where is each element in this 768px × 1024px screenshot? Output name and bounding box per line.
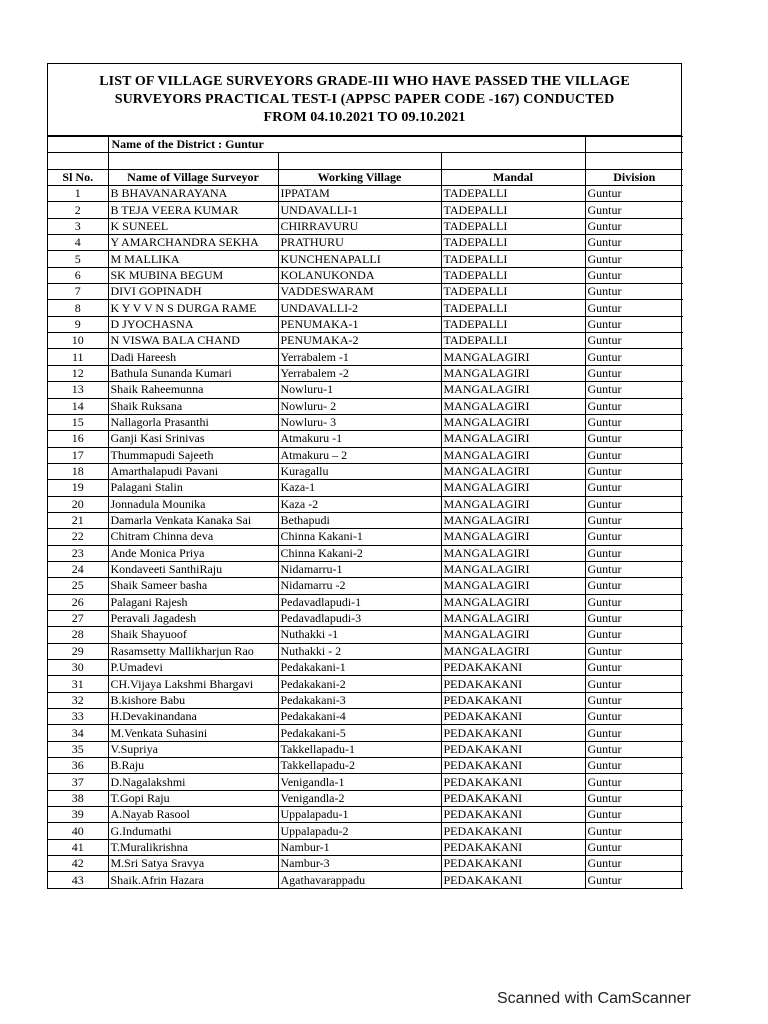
table-cell: PEDAKAKANI — [441, 676, 585, 692]
table-cell: MANGALAGIRI — [441, 610, 585, 626]
table-cell: V.Supriya — [108, 741, 278, 757]
table-cell: Bathula Sunanda Kumari — [108, 365, 278, 381]
table-cell: 25 — [48, 578, 108, 594]
table-cell: Guntur — [585, 218, 683, 234]
table-cell: 40 — [48, 823, 108, 839]
table-row — [48, 578, 683, 594]
table-row — [48, 741, 683, 757]
table-cell: Kuragallu — [278, 463, 441, 479]
table-cell: 38 — [48, 790, 108, 806]
table-cell: Bethapudi — [278, 512, 441, 528]
table-row — [48, 594, 683, 610]
table-row — [48, 512, 683, 528]
blank-row — [48, 153, 683, 169]
table-cell: Guntur — [585, 807, 683, 823]
table-row — [48, 807, 683, 823]
table-cell: MANGALAGIRI — [441, 447, 585, 463]
table-cell: Guntur — [585, 365, 683, 381]
table-cell: 28 — [48, 627, 108, 643]
table-cell: Guntur — [585, 856, 683, 872]
table-cell: IPPATAM — [278, 186, 441, 202]
table-cell: 6 — [48, 267, 108, 283]
title-line-3: FROM 04.10.2021 TO 09.10.2021 — [263, 109, 466, 125]
table-cell: 21 — [48, 512, 108, 528]
table-row — [48, 398, 683, 414]
table-cell: Uppalapadu-1 — [278, 807, 441, 823]
table-row — [48, 202, 683, 218]
table-cell: 16 — [48, 431, 108, 447]
table-cell: 15 — [48, 414, 108, 430]
table-cell: Amarthalapudi Pavani — [108, 463, 278, 479]
table-cell: Rasamsetty Mallikharjun Rao — [108, 643, 278, 659]
table-cell: Guntur — [585, 447, 683, 463]
table-cell: Nidamarru -2 — [278, 578, 441, 594]
surveyor-table — [48, 136, 683, 889]
table-row — [48, 414, 683, 430]
table-cell: Pedavadlapudi-3 — [278, 610, 441, 626]
table-cell: Nowluru-1 — [278, 382, 441, 398]
table-cell: PEDAKAKANI — [441, 856, 585, 872]
table-cell: UNDAVALLI-2 — [278, 300, 441, 316]
table-cell: Guntur — [585, 692, 683, 708]
table-cell: TADEPALLI — [441, 300, 585, 316]
table-row — [48, 496, 683, 512]
table-cell: MANGALAGIRI — [441, 496, 585, 512]
table-cell: MANGALAGIRI — [441, 594, 585, 610]
table-cell: D.Nagalakshmi — [108, 774, 278, 790]
table-cell: MANGALAGIRI — [441, 398, 585, 414]
table-row — [48, 382, 683, 398]
table-cell: 18 — [48, 463, 108, 479]
table-cell: Shaik Sameer basha — [108, 578, 278, 594]
table-cell: MANGALAGIRI — [441, 643, 585, 659]
table-cell: Guntur — [585, 251, 683, 267]
table-cell: Guntur — [585, 382, 683, 398]
table-cell: DIVI GOPINADH — [108, 284, 278, 300]
column-header: Name of Village Surveyor — [108, 169, 278, 185]
table-cell: Guntur — [585, 512, 683, 528]
table-cell: D JYOCHASNA — [108, 316, 278, 332]
table-cell: 17 — [48, 447, 108, 463]
table-cell: 26 — [48, 594, 108, 610]
table-cell: 42 — [48, 856, 108, 872]
table-cell: Guntur — [585, 431, 683, 447]
table-cell: 5 — [48, 251, 108, 267]
table-cell: 4 — [48, 235, 108, 251]
table-cell: B.Raju — [108, 758, 278, 774]
table-row — [48, 349, 683, 365]
table-cell: Guntur — [585, 774, 683, 790]
table-cell: PEDAKAKANI — [441, 709, 585, 725]
table-cell: Pedakakani-3 — [278, 692, 441, 708]
table-cell: Nowluru- 2 — [278, 398, 441, 414]
table-row — [48, 561, 683, 577]
table-cell: Guntur — [585, 578, 683, 594]
table-cell: TADEPALLI — [441, 251, 585, 267]
table-row — [48, 545, 683, 561]
table-cell: M MALLIKA — [108, 251, 278, 267]
table-cell: Nallagorla Prasanthi — [108, 414, 278, 430]
table-cell: Pedakakani-4 — [278, 709, 441, 725]
table-cell: 22 — [48, 529, 108, 545]
column-header: Working Village — [278, 169, 441, 185]
table-cell: PEDAKAKANI — [441, 725, 585, 741]
table-cell: B BHAVANARAYANA — [108, 186, 278, 202]
table-cell: MANGALAGIRI — [441, 431, 585, 447]
table-cell: 10 — [48, 333, 108, 349]
table-cell: MANGALAGIRI — [441, 512, 585, 528]
table-cell: Guntur — [585, 610, 683, 626]
table-cell: PEDAKAKANI — [441, 823, 585, 839]
table-row — [48, 709, 683, 725]
table-cell: Guntur — [585, 741, 683, 757]
table-body — [48, 186, 683, 889]
title-line-1: LIST OF VILLAGE SURVEYORS GRADE-III WHO HAVE PASSED THE VILLAGE — [99, 73, 630, 89]
table-cell: Yerrabalem -1 — [278, 349, 441, 365]
table-row — [48, 365, 683, 381]
table-cell: 29 — [48, 643, 108, 659]
column-header: Mandal — [441, 169, 585, 185]
table-cell: Guntur — [585, 300, 683, 316]
table-cell: T.Gopi Raju — [108, 790, 278, 806]
table-cell: Guntur — [585, 561, 683, 577]
table-cell: TADEPALLI — [441, 202, 585, 218]
table-row — [48, 463, 683, 479]
table-cell: KUNCHENAPALLI — [278, 251, 441, 267]
table-cell: Pedakakani-5 — [278, 725, 441, 741]
table-cell: 24 — [48, 561, 108, 577]
district-row — [48, 137, 683, 153]
table-cell: Atmakuru -1 — [278, 431, 441, 447]
table-cell: 2 — [48, 202, 108, 218]
table-cell: CHIRRAVURU — [278, 218, 441, 234]
table-cell: Y AMARCHANDRA SEKHA — [108, 235, 278, 251]
table-cell: Guntur — [585, 186, 683, 202]
table-row — [48, 529, 683, 545]
table-cell: Ganji Kasi Srinivas — [108, 431, 278, 447]
table-cell: Nuthakki - 2 — [278, 643, 441, 659]
table-cell: PRATHURU — [278, 235, 441, 251]
table-row — [48, 627, 683, 643]
table-cell: Guntur — [585, 643, 683, 659]
table-row — [48, 300, 683, 316]
table-cell: Pedavadlapudi-1 — [278, 594, 441, 610]
table-cell: M.Venkata Suhasini — [108, 725, 278, 741]
table-cell: Palagani Stalin — [108, 480, 278, 496]
table-row — [48, 218, 683, 234]
table-cell: Guntur — [585, 709, 683, 725]
table-cell: CH.Vijaya Lakshmi Bhargavi — [108, 676, 278, 692]
table-cell: Uppalapadu-2 — [278, 823, 441, 839]
table-cell: 14 — [48, 398, 108, 414]
table-cell: B.kishore Babu — [108, 692, 278, 708]
table-cell: VADDESWARAM — [278, 284, 441, 300]
scanner-watermark: Scanned with CamScanner — [497, 990, 691, 1007]
table-cell: Guntur — [585, 545, 683, 561]
table-cell: PEDAKAKANI — [441, 872, 585, 888]
table-row — [48, 790, 683, 806]
table-cell: Guntur — [585, 627, 683, 643]
table-cell: MANGALAGIRI — [441, 578, 585, 594]
table-cell: Palagani Rajesh — [108, 594, 278, 610]
table-cell: MANGALAGIRI — [441, 480, 585, 496]
table-cell: 3 — [48, 218, 108, 234]
table-cell: 8 — [48, 300, 108, 316]
table-cell: TADEPALLI — [441, 267, 585, 283]
table-cell: Guntur — [585, 333, 683, 349]
table-cell: MANGALAGIRI — [441, 561, 585, 577]
table-cell: MANGALAGIRI — [441, 529, 585, 545]
table-cell: Venigandla-1 — [278, 774, 441, 790]
table-cell: PEDAKAKANI — [441, 692, 585, 708]
document-title — [48, 64, 681, 136]
table-cell: Ande Monica Priya — [108, 545, 278, 561]
table-cell: Guntur — [585, 267, 683, 283]
table-row — [48, 823, 683, 839]
table-cell: Nuthakki -1 — [278, 627, 441, 643]
table-cell: B TEJA VEERA KUMAR — [108, 202, 278, 218]
table-cell: Guntur — [585, 235, 683, 251]
table-cell: Guntur — [585, 823, 683, 839]
table-cell: Pedakakani-2 — [278, 676, 441, 692]
table-cell: MANGALAGIRI — [441, 382, 585, 398]
table-row — [48, 186, 683, 202]
table-row — [48, 284, 683, 300]
table-row — [48, 267, 683, 283]
table-row — [48, 643, 683, 659]
table-cell: Nidamarru-1 — [278, 561, 441, 577]
table-cell: Jonnadula Mounika — [108, 496, 278, 512]
table-row — [48, 610, 683, 626]
table-cell: PEDAKAKANI — [441, 839, 585, 855]
table-cell: PEDAKAKANI — [441, 758, 585, 774]
table-cell: 39 — [48, 807, 108, 823]
table-cell: 1 — [48, 186, 108, 202]
table-cell: PEDAKAKANI — [441, 741, 585, 757]
table-cell: 31 — [48, 676, 108, 692]
table-cell: Venigandla-2 — [278, 790, 441, 806]
table-cell: Atmakuru – 2 — [278, 447, 441, 463]
table-cell: TADEPALLI — [441, 284, 585, 300]
table-cell: Kondaveeti SanthiRaju — [108, 561, 278, 577]
table-cell: MANGALAGIRI — [441, 414, 585, 430]
table-cell: TADEPALLI — [441, 235, 585, 251]
table-cell: Guntur — [585, 660, 683, 676]
table-cell: 34 — [48, 725, 108, 741]
table-row — [48, 774, 683, 790]
table-row — [48, 480, 683, 496]
table-cell: Shaik.Afrin Hazara — [108, 872, 278, 888]
table-cell: A.Nayab Rasool — [108, 807, 278, 823]
table-cell: Shaik Ruksana — [108, 398, 278, 414]
table-cell: Guntur — [585, 480, 683, 496]
table-cell: K Y V V N S DURGA RAME — [108, 300, 278, 316]
table-cell: H.Devakinandana — [108, 709, 278, 725]
table-row — [48, 872, 683, 888]
table-cell: Guntur — [585, 496, 683, 512]
table-cell: PENUMAKA-2 — [278, 333, 441, 349]
table-cell: PEDAKAKANI — [441, 774, 585, 790]
table-cell: M.Sri Satya Sravya — [108, 856, 278, 872]
table-cell: Guntur — [585, 758, 683, 774]
table-cell: Agathavarappadu — [278, 872, 441, 888]
table-cell: Guntur — [585, 284, 683, 300]
table-cell: 36 — [48, 758, 108, 774]
table-cell: Peravali Jagadesh — [108, 610, 278, 626]
table-row — [48, 235, 683, 251]
column-header: Division — [585, 169, 683, 185]
table-cell: Yerrabalem -2 — [278, 365, 441, 381]
table-row — [48, 660, 683, 676]
table-cell: TADEPALLI — [441, 186, 585, 202]
table-cell: Guntur — [585, 594, 683, 610]
title-line-2: SURVEYORS PRACTICAL TEST-I (APPSC PAPER CODE -167) CONDUCTED — [114, 91, 615, 107]
table-cell: 20 — [48, 496, 108, 512]
table-cell: PENUMAKA-1 — [278, 316, 441, 332]
table-cell: UNDAVALLI-1 — [278, 202, 441, 218]
table-cell: Guntur — [585, 463, 683, 479]
table-cell: Chitram Chinna deva — [108, 529, 278, 545]
table-cell: PEDAKAKANI — [441, 790, 585, 806]
table-cell: Chinna Kakani-2 — [278, 545, 441, 561]
table-cell: MANGALAGIRI — [441, 463, 585, 479]
table-cell: Shaik Shayuoof — [108, 627, 278, 643]
table-cell: Guntur — [585, 839, 683, 855]
table-cell: 37 — [48, 774, 108, 790]
table-cell: 30 — [48, 660, 108, 676]
table-row — [48, 447, 683, 463]
table-cell: Guntur — [585, 872, 683, 888]
table-cell: 23 — [48, 545, 108, 561]
table-cell: Shaik Raheemunna — [108, 382, 278, 398]
table-cell: PEDAKAKANI — [441, 660, 585, 676]
table-cell: P.Umadevi — [108, 660, 278, 676]
table-cell: MANGALAGIRI — [441, 365, 585, 381]
table-cell: 32 — [48, 692, 108, 708]
table-cell: Thummapudi Sajeeth — [108, 447, 278, 463]
table-row — [48, 251, 683, 267]
table-cell: 27 — [48, 610, 108, 626]
header-row — [48, 169, 683, 185]
table-row — [48, 758, 683, 774]
document-sheet — [47, 63, 682, 889]
column-header: Sl No. — [48, 169, 108, 185]
table-cell: Nambur-3 — [278, 856, 441, 872]
table-cell: N VISWA BALA CHAND — [108, 333, 278, 349]
table-cell: 13 — [48, 382, 108, 398]
table-cell: Takkellapadu-2 — [278, 758, 441, 774]
table-cell: 43 — [48, 872, 108, 888]
table-cell: Kaza -2 — [278, 496, 441, 512]
table-cell: TADEPALLI — [441, 218, 585, 234]
table-row — [48, 692, 683, 708]
table-cell: Chinna Kakani-1 — [278, 529, 441, 545]
table-cell: 7 — [48, 284, 108, 300]
table-cell: Takkellapadu-1 — [278, 741, 441, 757]
table-cell: Guntur — [585, 202, 683, 218]
table-row — [48, 333, 683, 349]
table-cell: 19 — [48, 480, 108, 496]
table-cell: 11 — [48, 349, 108, 365]
table-cell: SK MUBINA BEGUM — [108, 267, 278, 283]
table-cell: Guntur — [585, 398, 683, 414]
table-cell: TADEPALLI — [441, 316, 585, 332]
table-cell: MANGALAGIRI — [441, 349, 585, 365]
table-cell: Pedakakani-1 — [278, 660, 441, 676]
table-row — [48, 676, 683, 692]
table-cell: PEDAKAKANI — [441, 807, 585, 823]
table-cell: Dadi Hareesh — [108, 349, 278, 365]
table-cell: 35 — [48, 741, 108, 757]
table-row — [48, 316, 683, 332]
table-cell: Guntur — [585, 414, 683, 430]
table-cell: 12 — [48, 365, 108, 381]
table-cell: Guntur — [585, 349, 683, 365]
table-row — [48, 431, 683, 447]
district-name: Name of the District : Guntur — [108, 137, 585, 153]
table-cell: Kaza-1 — [278, 480, 441, 496]
table-cell: K SUNEEL — [108, 218, 278, 234]
table-cell: Guntur — [585, 316, 683, 332]
table-cell: 9 — [48, 316, 108, 332]
table-row — [48, 839, 683, 855]
table-cell: Guntur — [585, 676, 683, 692]
table-cell: TADEPALLI — [441, 333, 585, 349]
table-cell: Damarla Venkata Kanaka Sai — [108, 512, 278, 528]
table-cell: Guntur — [585, 725, 683, 741]
table-cell: G.Indumathi — [108, 823, 278, 839]
table-cell: T.Muralikrishna — [108, 839, 278, 855]
table-cell: 41 — [48, 839, 108, 855]
table-cell: Nowluru- 3 — [278, 414, 441, 430]
table-row — [48, 856, 683, 872]
table-cell: KOLANUKONDA — [278, 267, 441, 283]
table-cell: Nambur-1 — [278, 839, 441, 855]
table-row — [48, 725, 683, 741]
table-cell: Guntur — [585, 790, 683, 806]
table-cell: MANGALAGIRI — [441, 545, 585, 561]
table-cell: MANGALAGIRI — [441, 627, 585, 643]
table-cell: 33 — [48, 709, 108, 725]
table-cell: Guntur — [585, 529, 683, 545]
